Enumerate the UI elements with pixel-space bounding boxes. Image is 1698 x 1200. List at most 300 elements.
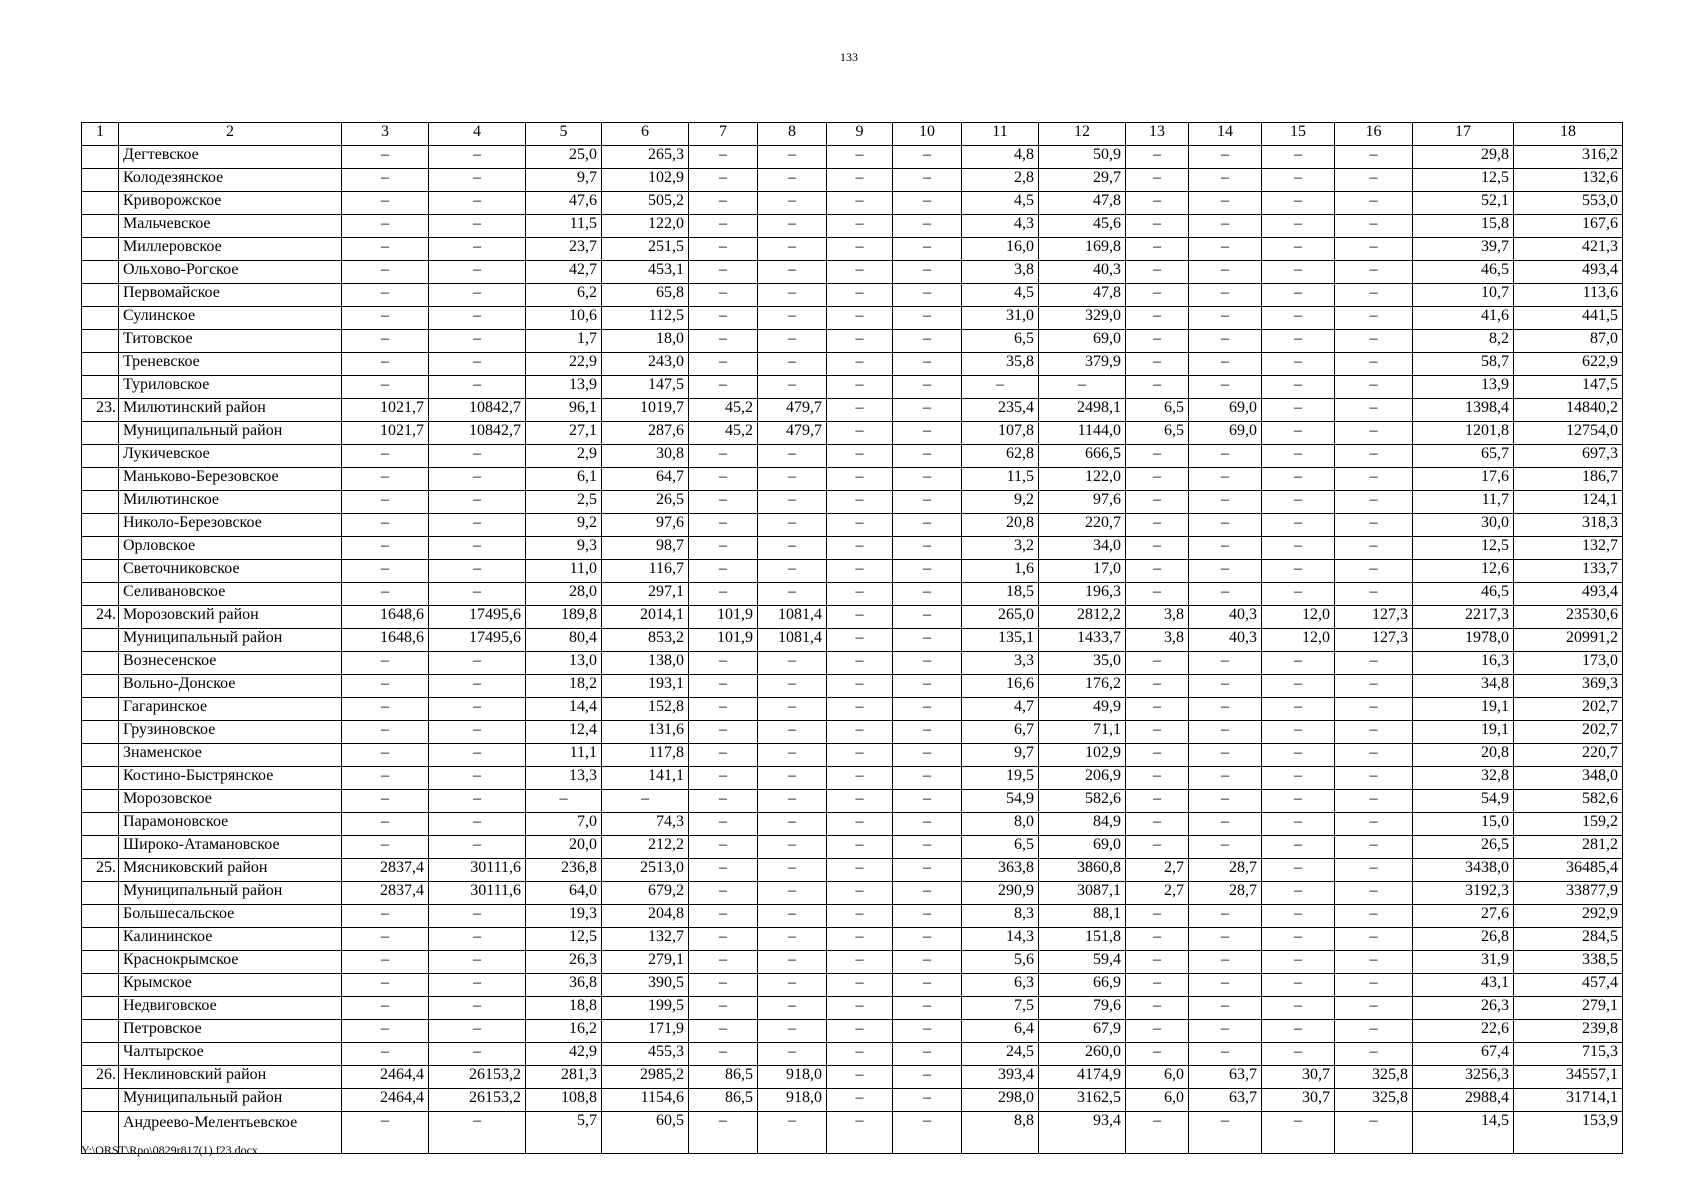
table-cell: – xyxy=(827,192,893,215)
table-cell: 26153,2 xyxy=(429,1066,526,1089)
table-cell: – xyxy=(429,514,526,537)
table-cell: 30111,6 xyxy=(429,882,526,905)
table-cell: 918,0 xyxy=(758,1089,827,1112)
table-cell: – xyxy=(689,813,758,836)
table-cell: – xyxy=(827,790,893,813)
row-name: Краснокрымское xyxy=(119,951,342,974)
table-cell: – xyxy=(893,261,962,284)
table-cell: – xyxy=(429,537,526,560)
table-cell: 3,3 xyxy=(962,652,1039,675)
table-cell: – xyxy=(758,859,827,882)
table-cell: 67,4 xyxy=(1413,1043,1514,1066)
table-cell: – xyxy=(893,1066,962,1089)
table-cell: – xyxy=(1262,744,1335,767)
table-cell: 2,8 xyxy=(962,169,1039,192)
table-cell: 4,7 xyxy=(962,698,1039,721)
table-cell: – xyxy=(1335,514,1413,537)
table-cell: – xyxy=(1262,353,1335,376)
table-cell: – xyxy=(429,721,526,744)
row-index xyxy=(82,675,119,698)
table-cell: 316,2 xyxy=(1514,146,1623,169)
header-cell: 2 xyxy=(119,123,342,146)
row-index xyxy=(82,284,119,307)
table-cell: – xyxy=(1189,721,1262,744)
row-name: Костино-Быстрянское xyxy=(119,767,342,790)
table-row xyxy=(82,905,1623,928)
table-cell: 19,5 xyxy=(962,767,1039,790)
table-cell: – xyxy=(1126,744,1189,767)
table-cell: 3860,8 xyxy=(1039,859,1126,882)
table-cell: – xyxy=(1189,905,1262,928)
table-cell: – xyxy=(429,169,526,192)
table-cell: – xyxy=(689,192,758,215)
table-cell: 34,0 xyxy=(1039,537,1126,560)
row-name: Муниципальный район xyxy=(119,1089,342,1112)
table-cell: – xyxy=(429,836,526,859)
row-index xyxy=(82,997,119,1020)
table-cell: – xyxy=(689,169,758,192)
table-cell: – xyxy=(1189,491,1262,514)
row-index xyxy=(82,261,119,284)
header-cell: 14 xyxy=(1189,123,1262,146)
table-cell: 292,9 xyxy=(1514,905,1623,928)
table-cell: 1019,7 xyxy=(602,399,689,422)
table-cell: 1648,6 xyxy=(342,629,429,652)
table-cell: – xyxy=(1189,1112,1262,1154)
table-cell: – xyxy=(1126,1020,1189,1043)
row-name: Первомайское xyxy=(119,284,342,307)
table-cell: – xyxy=(1126,261,1189,284)
table-cell: – xyxy=(1335,353,1413,376)
table-cell: 279,1 xyxy=(602,951,689,974)
table-cell: – xyxy=(893,1089,962,1112)
table-cell: 135,1 xyxy=(962,629,1039,652)
table-cell: 390,5 xyxy=(602,974,689,997)
row-name: Миллеровское xyxy=(119,238,342,261)
table-cell: – xyxy=(429,1043,526,1066)
table-cell: – xyxy=(342,1112,429,1154)
table-cell: – xyxy=(429,928,526,951)
table-cell: 9,7 xyxy=(526,169,602,192)
table-cell: 13,3 xyxy=(526,767,602,790)
table-cell: 18,2 xyxy=(526,675,602,698)
table-cell: 329,0 xyxy=(1039,307,1126,330)
row-index xyxy=(82,353,119,376)
table-cell: – xyxy=(429,307,526,330)
table-cell: 251,5 xyxy=(602,238,689,261)
table-cell: – xyxy=(1262,422,1335,445)
table-cell: 169,8 xyxy=(1039,238,1126,261)
table-cell: – xyxy=(1262,652,1335,675)
table-cell: 159,2 xyxy=(1514,813,1623,836)
row-index xyxy=(82,376,119,399)
table-cell: 298,0 xyxy=(962,1089,1039,1112)
table-cell: – xyxy=(342,307,429,330)
table-cell: – xyxy=(893,767,962,790)
table-cell: – xyxy=(827,215,893,238)
row-index xyxy=(82,974,119,997)
row-index xyxy=(82,744,119,767)
table-cell: – xyxy=(689,514,758,537)
row-index xyxy=(82,238,119,261)
table-cell: 10842,7 xyxy=(429,399,526,422)
table-cell: – xyxy=(342,1020,429,1043)
row-name: Орловское xyxy=(119,537,342,560)
table-cell: 666,5 xyxy=(1039,445,1126,468)
table-cell: – xyxy=(827,537,893,560)
table-cell: – xyxy=(758,376,827,399)
table-cell: 39,7 xyxy=(1413,238,1514,261)
table-cell: – xyxy=(893,192,962,215)
row-name: Вознесенское xyxy=(119,652,342,675)
table-cell: – xyxy=(689,974,758,997)
table-cell: 74,3 xyxy=(602,813,689,836)
table-cell: – xyxy=(893,491,962,514)
table-cell: 132,7 xyxy=(602,928,689,951)
table-cell: 45,2 xyxy=(689,422,758,445)
table-cell: – xyxy=(429,491,526,514)
table-row xyxy=(82,537,1623,560)
table-cell: 220,7 xyxy=(1039,514,1126,537)
row-name: Муниципальный район xyxy=(119,629,342,652)
table-cell: – xyxy=(893,1112,962,1154)
table-cell: – xyxy=(827,698,893,721)
row-index xyxy=(82,1089,119,1112)
table-cell: – xyxy=(758,790,827,813)
table-cell: 13,9 xyxy=(526,376,602,399)
table-cell: 58,7 xyxy=(1413,353,1514,376)
table-cell: 189,8 xyxy=(526,606,602,629)
table-cell: 16,0 xyxy=(962,238,1039,261)
table-cell: – xyxy=(429,951,526,974)
table-cell: 23,7 xyxy=(526,238,602,261)
table-cell: 5,6 xyxy=(962,951,1039,974)
table-cell: 40,3 xyxy=(1039,261,1126,284)
table-cell: 3438,0 xyxy=(1413,859,1514,882)
table-cell: – xyxy=(1126,445,1189,468)
header-cell: 16 xyxy=(1335,123,1413,146)
header-cell: 1 xyxy=(82,123,119,146)
table-cell: 36485,4 xyxy=(1514,859,1623,882)
table-cell: 457,4 xyxy=(1514,974,1623,997)
table-cell: – xyxy=(1335,445,1413,468)
table-cell: – xyxy=(1262,928,1335,951)
table-cell: – xyxy=(342,721,429,744)
table-cell: – xyxy=(758,652,827,675)
table-cell: – xyxy=(758,491,827,514)
table-cell: – xyxy=(1189,813,1262,836)
table-cell: 212,2 xyxy=(602,836,689,859)
header-cell: 9 xyxy=(827,123,893,146)
table-row xyxy=(82,606,1623,629)
table-cell: – xyxy=(1189,997,1262,1020)
table-cell: 45,2 xyxy=(689,399,758,422)
table-cell: 3,8 xyxy=(1126,629,1189,652)
table-cell: – xyxy=(827,560,893,583)
table-row xyxy=(82,261,1623,284)
table-cell: – xyxy=(1189,1043,1262,1066)
table-cell: – xyxy=(342,583,429,606)
table-cell: 186,7 xyxy=(1514,468,1623,491)
table-cell: – xyxy=(689,836,758,859)
table-cell: 505,2 xyxy=(602,192,689,215)
table-cell: – xyxy=(689,445,758,468)
table-cell: 32,8 xyxy=(1413,767,1514,790)
table-cell: – xyxy=(1335,767,1413,790)
row-name: Крымское xyxy=(119,974,342,997)
table-cell: 2,5 xyxy=(526,491,602,514)
table-cell: – xyxy=(1262,238,1335,261)
table-cell: – xyxy=(758,560,827,583)
table-cell: 8,2 xyxy=(1413,330,1514,353)
table-cell: – xyxy=(689,997,758,1020)
table-cell: 132,7 xyxy=(1514,537,1623,560)
table-row xyxy=(82,1112,1623,1154)
table-cell: – xyxy=(429,353,526,376)
table-cell: 284,5 xyxy=(1514,928,1623,951)
table-cell: – xyxy=(429,905,526,928)
table-cell: 239,8 xyxy=(1514,1020,1623,1043)
table-cell: – xyxy=(758,238,827,261)
table-cell: – xyxy=(342,997,429,1020)
table-cell: – xyxy=(689,859,758,882)
table-cell: – xyxy=(758,583,827,606)
table-cell: – xyxy=(429,974,526,997)
table-cell: – xyxy=(893,721,962,744)
table-cell: 1201,8 xyxy=(1413,422,1514,445)
table-cell: 2985,2 xyxy=(602,1066,689,1089)
table-cell: – xyxy=(429,790,526,813)
table-cell: – xyxy=(1189,238,1262,261)
table-cell: 2,9 xyxy=(526,445,602,468)
table-row xyxy=(82,951,1623,974)
table-cell: – xyxy=(1262,537,1335,560)
table-cell: 28,0 xyxy=(526,583,602,606)
table-cell: – xyxy=(1335,468,1413,491)
table-row xyxy=(82,1020,1623,1043)
table-cell: – xyxy=(342,192,429,215)
table-row xyxy=(82,284,1623,307)
table-cell: – xyxy=(1262,330,1335,353)
table-cell: – xyxy=(827,744,893,767)
table-row xyxy=(82,997,1623,1020)
table-cell: – xyxy=(758,146,827,169)
table-cell: – xyxy=(827,1112,893,1154)
table-cell: 11,7 xyxy=(1413,491,1514,514)
table-cell: – xyxy=(1189,192,1262,215)
table-cell: – xyxy=(758,1020,827,1043)
table-cell: 28,7 xyxy=(1189,859,1262,882)
table-cell: – xyxy=(758,537,827,560)
row-index xyxy=(82,146,119,169)
row-index xyxy=(82,813,119,836)
table-cell: – xyxy=(429,1112,526,1154)
table-cell: – xyxy=(689,744,758,767)
table-row xyxy=(82,1089,1623,1112)
table-cell: 43,1 xyxy=(1413,974,1514,997)
row-index xyxy=(82,560,119,583)
table-cell: 204,8 xyxy=(602,905,689,928)
table-cell: – xyxy=(827,675,893,698)
table-cell: 17495,6 xyxy=(429,606,526,629)
table-cell: 153,9 xyxy=(1514,1112,1623,1154)
table-cell: – xyxy=(827,859,893,882)
table-cell: 54,9 xyxy=(962,790,1039,813)
table-cell: 60,5 xyxy=(602,1112,689,1154)
table-cell: 13,0 xyxy=(526,652,602,675)
table-cell: – xyxy=(758,284,827,307)
table-cell: – xyxy=(893,1020,962,1043)
table-cell: – xyxy=(342,514,429,537)
table-row xyxy=(82,767,1623,790)
table-cell: 20,8 xyxy=(1413,744,1514,767)
table-cell: – xyxy=(893,514,962,537)
table-cell: 10,7 xyxy=(1413,284,1514,307)
row-index xyxy=(82,491,119,514)
table-cell: 16,2 xyxy=(526,1020,602,1043)
table-row xyxy=(82,422,1623,445)
row-index xyxy=(82,790,119,813)
table-cell: 6,5 xyxy=(1126,399,1189,422)
table-cell: – xyxy=(342,445,429,468)
table-cell: 6,4 xyxy=(962,1020,1039,1043)
table-cell: 176,2 xyxy=(1039,675,1126,698)
table-cell: 582,6 xyxy=(1514,790,1623,813)
table-cell: 29,8 xyxy=(1413,146,1514,169)
table-cell: – xyxy=(1335,951,1413,974)
row-index xyxy=(82,192,119,215)
table-cell: – xyxy=(758,997,827,1020)
table-cell: 8,8 xyxy=(962,1112,1039,1154)
row-index: 23. xyxy=(82,399,119,422)
table-cell: – xyxy=(1262,399,1335,422)
table-cell: 112,5 xyxy=(602,307,689,330)
table-cell: 11,0 xyxy=(526,560,602,583)
table-cell: – xyxy=(429,997,526,1020)
table-cell: 108,8 xyxy=(526,1089,602,1112)
table-cell: – xyxy=(689,951,758,974)
table-cell: 17,0 xyxy=(1039,560,1126,583)
table-cell: – xyxy=(689,353,758,376)
table-cell: – xyxy=(827,399,893,422)
table-cell: 67,9 xyxy=(1039,1020,1126,1043)
table-cell: 14,5 xyxy=(1413,1112,1514,1154)
table-cell: 260,0 xyxy=(1039,1043,1126,1066)
header-cell: 5 xyxy=(526,123,602,146)
table-row xyxy=(82,629,1623,652)
table-cell: – xyxy=(827,1020,893,1043)
table-cell: – xyxy=(758,744,827,767)
table-cell: 8,0 xyxy=(962,813,1039,836)
table-cell: 6,2 xyxy=(526,284,602,307)
table-cell: 265,0 xyxy=(962,606,1039,629)
table-cell: – xyxy=(342,537,429,560)
table-cell: 479,7 xyxy=(758,399,827,422)
table-cell: 22,9 xyxy=(526,353,602,376)
table-cell: – xyxy=(893,790,962,813)
table-cell: – xyxy=(342,353,429,376)
row-name: Сулинское xyxy=(119,307,342,330)
row-index xyxy=(82,514,119,537)
table-row xyxy=(82,468,1623,491)
header-cell: 4 xyxy=(429,123,526,146)
table-cell: – xyxy=(1262,905,1335,928)
table-cell: – xyxy=(893,422,962,445)
table-cell: – xyxy=(827,261,893,284)
table-cell: – xyxy=(758,767,827,790)
row-name: Дегтевское xyxy=(119,146,342,169)
table-cell: 14840,2 xyxy=(1514,399,1623,422)
table-row xyxy=(82,1043,1623,1066)
table-cell: – xyxy=(893,353,962,376)
table-row xyxy=(82,215,1623,238)
table-cell: – xyxy=(1126,560,1189,583)
table-cell: – xyxy=(758,698,827,721)
table-cell: 28,7 xyxy=(1189,882,1262,905)
table-cell: 117,8 xyxy=(602,744,689,767)
table-row xyxy=(82,882,1623,905)
row-name: Муниципальный район xyxy=(119,882,342,905)
table-row xyxy=(82,1066,1623,1089)
table-cell: 493,4 xyxy=(1514,261,1623,284)
table-cell: – xyxy=(1335,261,1413,284)
table-cell: – xyxy=(1262,307,1335,330)
data-table xyxy=(81,122,1623,1154)
table-cell: 31,0 xyxy=(962,307,1039,330)
table-cell: – xyxy=(429,767,526,790)
table-cell: 49,9 xyxy=(1039,698,1126,721)
table-cell: – xyxy=(827,146,893,169)
table-cell: – xyxy=(758,675,827,698)
table-cell: – xyxy=(758,307,827,330)
table-cell: 3256,3 xyxy=(1413,1066,1514,1089)
table-cell: – xyxy=(1262,1043,1335,1066)
table-cell: – xyxy=(1189,1020,1262,1043)
table-row xyxy=(82,859,1623,882)
table-cell: – xyxy=(893,882,962,905)
row-name: Чалтырское xyxy=(119,1043,342,1066)
table-cell: – xyxy=(342,905,429,928)
table-cell: – xyxy=(1262,1112,1335,1154)
table-cell: – xyxy=(827,813,893,836)
table-cell: – xyxy=(758,353,827,376)
table-cell: 147,5 xyxy=(1514,376,1623,399)
row-index xyxy=(82,652,119,675)
table-cell: – xyxy=(827,629,893,652)
table-cell: – xyxy=(962,376,1039,399)
table-cell: 8,3 xyxy=(962,905,1039,928)
table-cell: – xyxy=(429,238,526,261)
table-cell: 236,8 xyxy=(526,859,602,882)
table-cell: – xyxy=(758,192,827,215)
table-cell: – xyxy=(689,1020,758,1043)
table-cell: – xyxy=(1189,468,1262,491)
header-cell: 7 xyxy=(689,123,758,146)
row-name: Мальчевское xyxy=(119,215,342,238)
table-cell: – xyxy=(1189,445,1262,468)
row-index xyxy=(82,468,119,491)
table-cell: 102,9 xyxy=(1039,744,1126,767)
table-row xyxy=(82,445,1623,468)
table-cell: 11,1 xyxy=(526,744,602,767)
table-cell: – xyxy=(429,813,526,836)
table-cell: – xyxy=(758,905,827,928)
table-cell: – xyxy=(1335,169,1413,192)
table-cell: – xyxy=(1262,583,1335,606)
row-index xyxy=(82,215,119,238)
table-cell: 50,9 xyxy=(1039,146,1126,169)
table-cell: – xyxy=(1262,721,1335,744)
